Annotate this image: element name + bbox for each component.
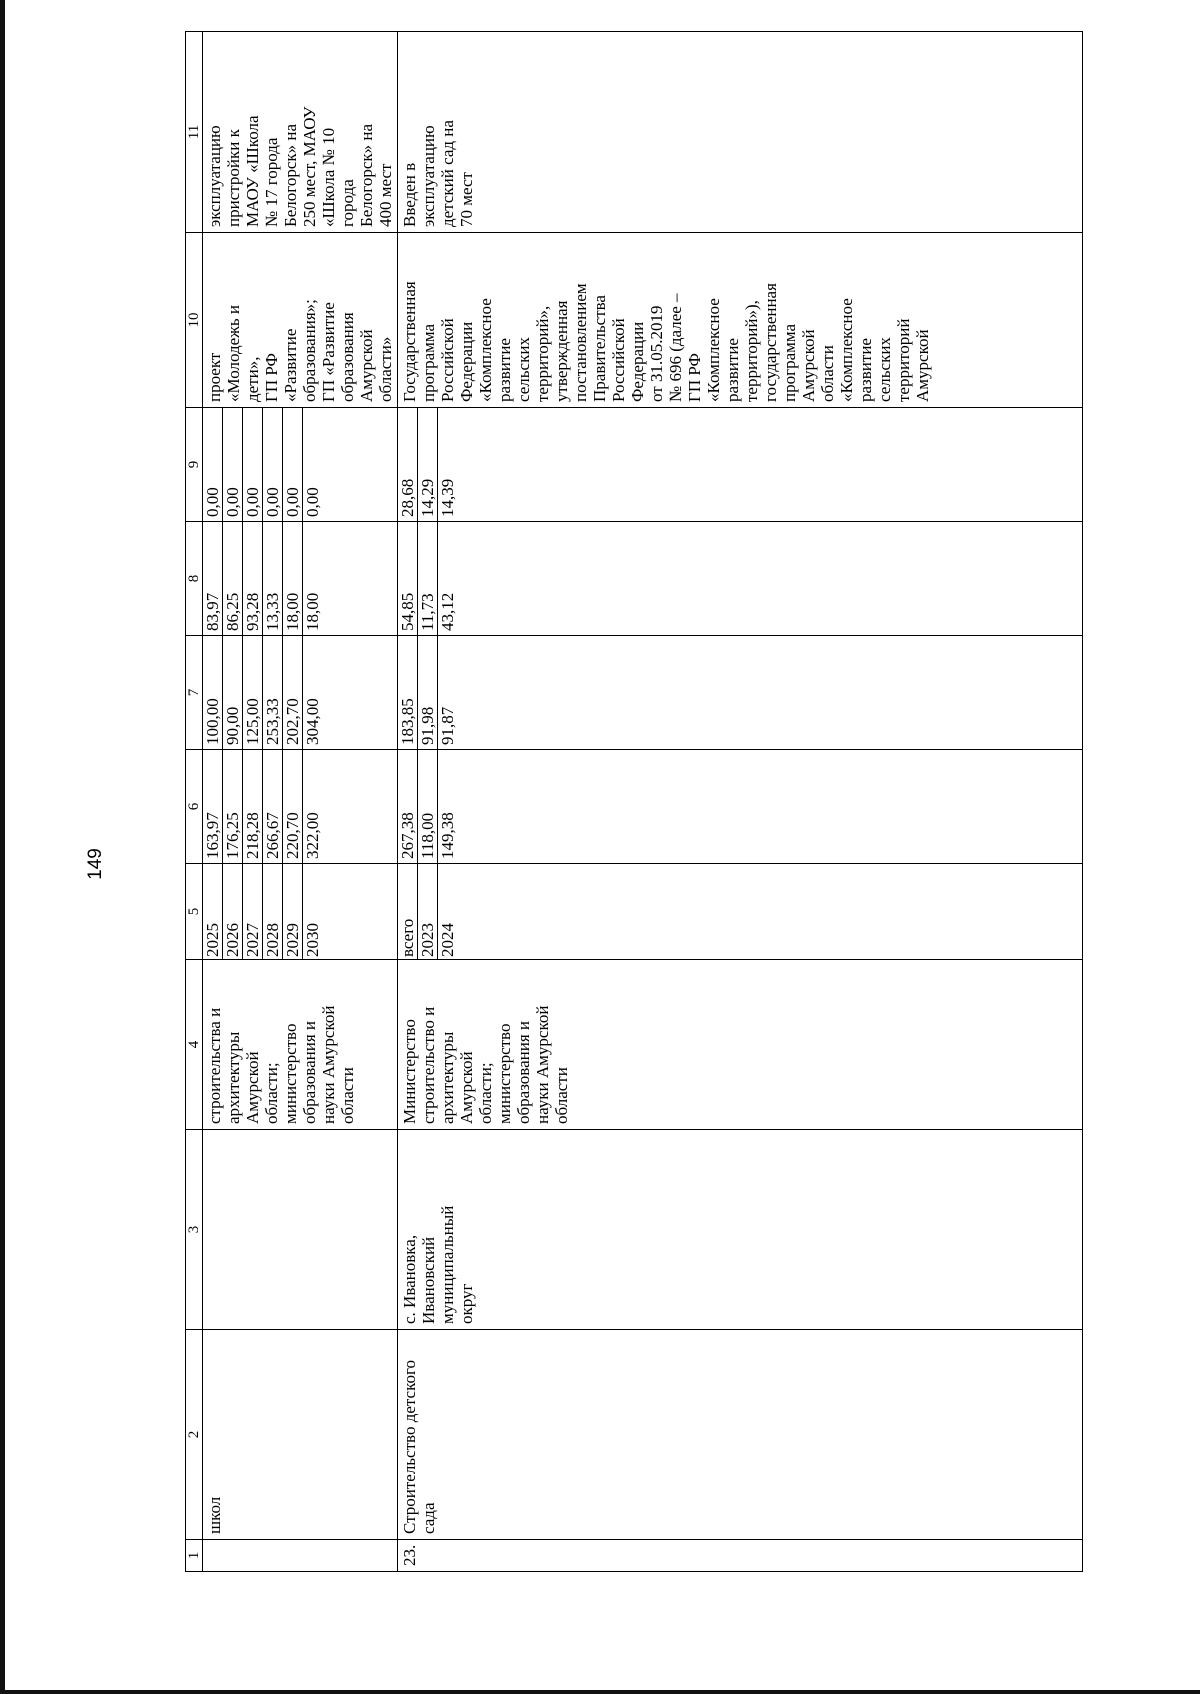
value-row: [223, 636, 243, 749]
value-cell: 163,97: [203, 750, 223, 863]
value-cell: 266,67: [263, 750, 283, 863]
value-cell: 2029: [283, 864, 303, 959]
text-line: программа: [780, 323, 799, 402]
text-line: 70 мест: [457, 172, 476, 227]
col7-cell: [203, 636, 398, 750]
value-row: [438, 750, 458, 863]
text-line: Ивановский: [419, 1236, 438, 1324]
text-line: Амурской: [357, 329, 376, 402]
text-line: министерство: [495, 1023, 514, 1124]
text-line: Амурской: [913, 329, 932, 402]
table-row-23: [398, 32, 1083, 1572]
text-line: № 17 города: [262, 137, 281, 227]
text-line: МАОУ «Школа: [243, 115, 262, 227]
text-block: [205, 37, 395, 227]
value-stack: [398, 636, 457, 749]
value-row: [223, 522, 243, 635]
col-header: 9: [186, 408, 203, 522]
value-cell: 18,00: [283, 522, 303, 635]
value-row: [283, 522, 303, 635]
value-row: [438, 864, 458, 959]
value-row: [303, 750, 323, 863]
text-line: архитектуры: [438, 1031, 457, 1124]
value-cell: 0,00: [223, 408, 243, 521]
value-cell: 0,00: [303, 487, 322, 517]
value-cell: 11,73: [418, 522, 438, 635]
text-line: образования и: [300, 1020, 319, 1124]
years-cell: [203, 864, 398, 960]
value-cell: 0,00: [263, 408, 283, 521]
object-name-cell: школ: [203, 1330, 398, 1540]
value-row: [283, 864, 303, 959]
text-line: сельских: [875, 337, 894, 402]
text-line: области: [338, 1067, 357, 1124]
value-cell: 91,98: [418, 636, 438, 749]
value-stack: [203, 636, 322, 749]
value-cell: 2030: [303, 923, 322, 957]
value-row: [398, 408, 418, 521]
value-row: [398, 636, 418, 749]
value-row: [438, 522, 458, 635]
value-row: [418, 636, 438, 749]
text-line: пристройки к: [224, 129, 243, 227]
program-cell: [398, 233, 1083, 408]
value-row: [303, 636, 323, 749]
text-line: Российской: [609, 318, 628, 402]
scan-edge-left: [0, 0, 5, 1694]
value-cell: 93,28: [243, 522, 263, 635]
col9-cell: [398, 408, 1083, 522]
col-header: 5: [186, 864, 203, 960]
value-cell: 83,97: [203, 522, 223, 635]
text-line: развитие: [723, 338, 742, 402]
value-row: [263, 864, 283, 959]
value-stack: [398, 522, 457, 635]
value-cell: 2028: [263, 864, 283, 959]
value-row: [398, 750, 418, 863]
text-line: Строительство детского: [400, 1359, 419, 1534]
text-line: области: [818, 345, 837, 402]
text-line: эксплуатацию: [419, 125, 438, 227]
text-line: Введен в: [400, 162, 419, 227]
value-row: [263, 408, 283, 521]
result-cell: [203, 32, 398, 233]
text-block: [400, 1335, 438, 1534]
text-line: Правительства: [590, 295, 609, 402]
value-cell: 0,00: [243, 408, 263, 521]
years-cell: [398, 864, 1083, 960]
value-cell: 18,00: [303, 592, 322, 631]
value-cell: 86,25: [223, 522, 243, 635]
text-line: образования и: [514, 1020, 533, 1124]
text-line: развитие: [495, 338, 514, 402]
text-block: [205, 965, 357, 1124]
value-row: [203, 750, 223, 863]
text-block: [400, 1135, 476, 1324]
value-row: [303, 522, 323, 635]
value-cell: 0,00: [203, 408, 223, 521]
value-row: [283, 750, 303, 863]
text-line: муниципальный: [438, 1205, 457, 1324]
value-row: [303, 408, 323, 521]
text-line: 400 мест: [376, 163, 395, 227]
col-header: 7: [186, 636, 203, 750]
value-cell: 2025: [203, 864, 223, 959]
text-line: Российской: [438, 318, 457, 402]
text-line: детский сад на: [438, 120, 457, 227]
value-cell: 149,38: [438, 812, 457, 859]
value-stack: [203, 864, 322, 959]
value-stack: [203, 750, 322, 863]
value-row: [243, 636, 263, 749]
col7-cell: [398, 636, 1083, 750]
page-number: 149: [85, 848, 106, 880]
value-cell: 304,00: [303, 698, 322, 745]
text-block: [400, 37, 476, 227]
row-number-cell: 23.: [398, 1540, 1083, 1572]
value-cell: 2026: [223, 864, 243, 959]
value-cell: 43,12: [438, 592, 457, 631]
text-line: постановлением: [571, 283, 590, 402]
text-line: эксплуатацию: [205, 125, 224, 227]
value-row: [203, 522, 223, 635]
text-line: области;: [476, 1062, 495, 1124]
text-line: «Развитие: [281, 328, 300, 402]
text-line: с. Ивановка,: [400, 1234, 419, 1324]
text-line: министерство: [281, 1023, 300, 1124]
value-stack: [398, 750, 457, 863]
text-line: Белогорск» на: [357, 123, 376, 227]
text-line: «Комплексное: [837, 298, 856, 402]
value-cell: 13,33: [263, 522, 283, 635]
value-row: [243, 864, 263, 959]
value-stack: [203, 522, 322, 635]
text-line: Белогорск» на: [281, 123, 300, 227]
value-cell: 2023: [418, 864, 438, 959]
value-row: [203, 864, 223, 959]
col8-cell: [398, 522, 1083, 636]
header-row: [186, 32, 203, 1572]
object-name-cell: [398, 1330, 1083, 1540]
value-row: [263, 522, 283, 635]
text-line: № 696 (далее –: [666, 293, 685, 402]
text-line: сада: [419, 1502, 438, 1534]
text-line: архитектуры: [224, 1031, 243, 1124]
executor-cell: [203, 960, 398, 1130]
value-row: [203, 636, 223, 749]
text-line: «Школа № 10: [319, 127, 338, 227]
value-cell: 202,70: [283, 636, 303, 749]
col-header: 8: [186, 522, 203, 636]
value-row: [203, 408, 223, 521]
value-row: [398, 864, 418, 959]
value-row: [398, 522, 418, 635]
value-row: [303, 864, 323, 959]
value-row: [243, 408, 263, 521]
col-header: 3: [186, 1130, 203, 1330]
scan-edge-bottom: [0, 1690, 1200, 1694]
text-line: Амурской: [799, 329, 818, 402]
value-cell: 125,00: [243, 636, 263, 749]
text-line: строительство и: [419, 1006, 438, 1124]
text-line: территорий: [894, 318, 913, 402]
text-line: Амурской: [457, 1051, 476, 1124]
col8-cell: [203, 522, 398, 636]
text-line: Федерации: [457, 321, 476, 402]
text-line: города: [338, 179, 357, 227]
col-header: 1: [186, 1540, 203, 1572]
text-line: области;: [262, 1062, 281, 1124]
value-row: [438, 636, 458, 749]
text-line: ГП «Развитие: [319, 302, 338, 402]
text-line: строительства и: [205, 1007, 224, 1124]
value-row: [263, 750, 283, 863]
text-line: Амурской: [243, 1051, 262, 1124]
value-cell: 118,00: [418, 750, 438, 863]
text-line: науки Амурской: [319, 1005, 338, 1124]
value-row: [438, 408, 458, 521]
value-row: [283, 408, 303, 521]
col-header: 2: [186, 1330, 203, 1540]
table-row-continued: [203, 32, 398, 1572]
text-block: [400, 965, 571, 1124]
text-line: «Молодежь и: [224, 304, 243, 402]
value-cell: 218,28: [243, 750, 263, 863]
text-block: [205, 238, 395, 402]
program-cell: [203, 233, 398, 408]
text-line: дети»,: [243, 356, 262, 402]
text-line: Государственная: [400, 281, 419, 402]
text-line: развитие: [856, 338, 875, 402]
value-row: [418, 750, 438, 863]
text-line: области»: [376, 336, 395, 402]
col6-cell: [203, 750, 398, 864]
text-line: образования: [338, 312, 357, 402]
location-cell: [398, 1130, 1083, 1330]
value-row: [263, 636, 283, 749]
value-row: [223, 864, 243, 959]
text-block: [400, 238, 932, 402]
result-cell: [398, 32, 1083, 233]
value-cell: 267,38: [398, 750, 418, 863]
value-row: [243, 522, 263, 635]
text-line: территорий»),: [742, 300, 761, 402]
row-number-cell: [203, 1540, 398, 1572]
text-line: территорий»,: [533, 305, 552, 402]
text-line: утвержденная: [552, 300, 571, 402]
value-cell: 220,70: [283, 750, 303, 863]
value-cell: 2024: [438, 923, 457, 957]
value-stack: [398, 864, 457, 959]
value-cell: 28,68: [398, 408, 418, 521]
text-line: «Комплексное: [476, 298, 495, 402]
location-cell: [203, 1130, 398, 1330]
text-line: Министерство: [400, 1019, 419, 1124]
value-stack: [398, 408, 457, 521]
col9-cell: [203, 408, 398, 522]
text-line: проект: [205, 352, 224, 402]
value-cell: 322,00: [303, 812, 322, 859]
text-line: от 31.05.2019: [647, 305, 666, 402]
value-row: [418, 408, 438, 521]
text-line: программа: [419, 323, 438, 402]
value-row: [283, 636, 303, 749]
text-line: государственная: [761, 283, 780, 402]
col-header: 6: [186, 750, 203, 864]
value-cell: 14,29: [418, 408, 438, 521]
text-line: науки Амурской: [533, 1005, 552, 1124]
value-row: [418, 864, 438, 959]
value-cell: 100,00: [203, 636, 223, 749]
text-line: образования»;: [300, 299, 319, 402]
text-line: области: [552, 1067, 571, 1124]
col6-cell: [398, 750, 1083, 864]
col-header: 10: [186, 233, 203, 408]
text-line: ГП РФ: [685, 353, 704, 402]
program-table: [185, 31, 1083, 1572]
value-cell: 176,25: [223, 750, 243, 863]
value-row: [243, 750, 263, 863]
value-stack: [203, 408, 322, 521]
text-line: ГП РФ: [262, 353, 281, 402]
col-header: 11: [186, 32, 203, 233]
value-cell: 54,85: [398, 522, 418, 635]
rotated-table-wrapper: [185, 32, 1115, 1572]
value-row: [223, 408, 243, 521]
value-cell: 253,33: [263, 636, 283, 749]
text-line: «Комплексное: [704, 298, 723, 402]
text-line: округ: [457, 1283, 476, 1324]
value-row: [223, 750, 243, 863]
executor-cell: [398, 960, 1083, 1130]
text-line: 250 мест, МАОУ: [300, 106, 319, 227]
value-cell: 0,00: [283, 408, 303, 521]
value-cell: 14,39: [438, 478, 457, 517]
value-cell: 183,85: [398, 636, 418, 749]
value-cell: всего: [398, 864, 418, 959]
value-cell: 91,87: [438, 706, 457, 745]
text-line: Федерации: [628, 321, 647, 402]
value-row: [418, 522, 438, 635]
col-header: 4: [186, 960, 203, 1130]
text-line: сельских: [514, 337, 533, 402]
value-cell: 90,00: [223, 636, 243, 749]
value-cell: 2027: [243, 864, 263, 959]
